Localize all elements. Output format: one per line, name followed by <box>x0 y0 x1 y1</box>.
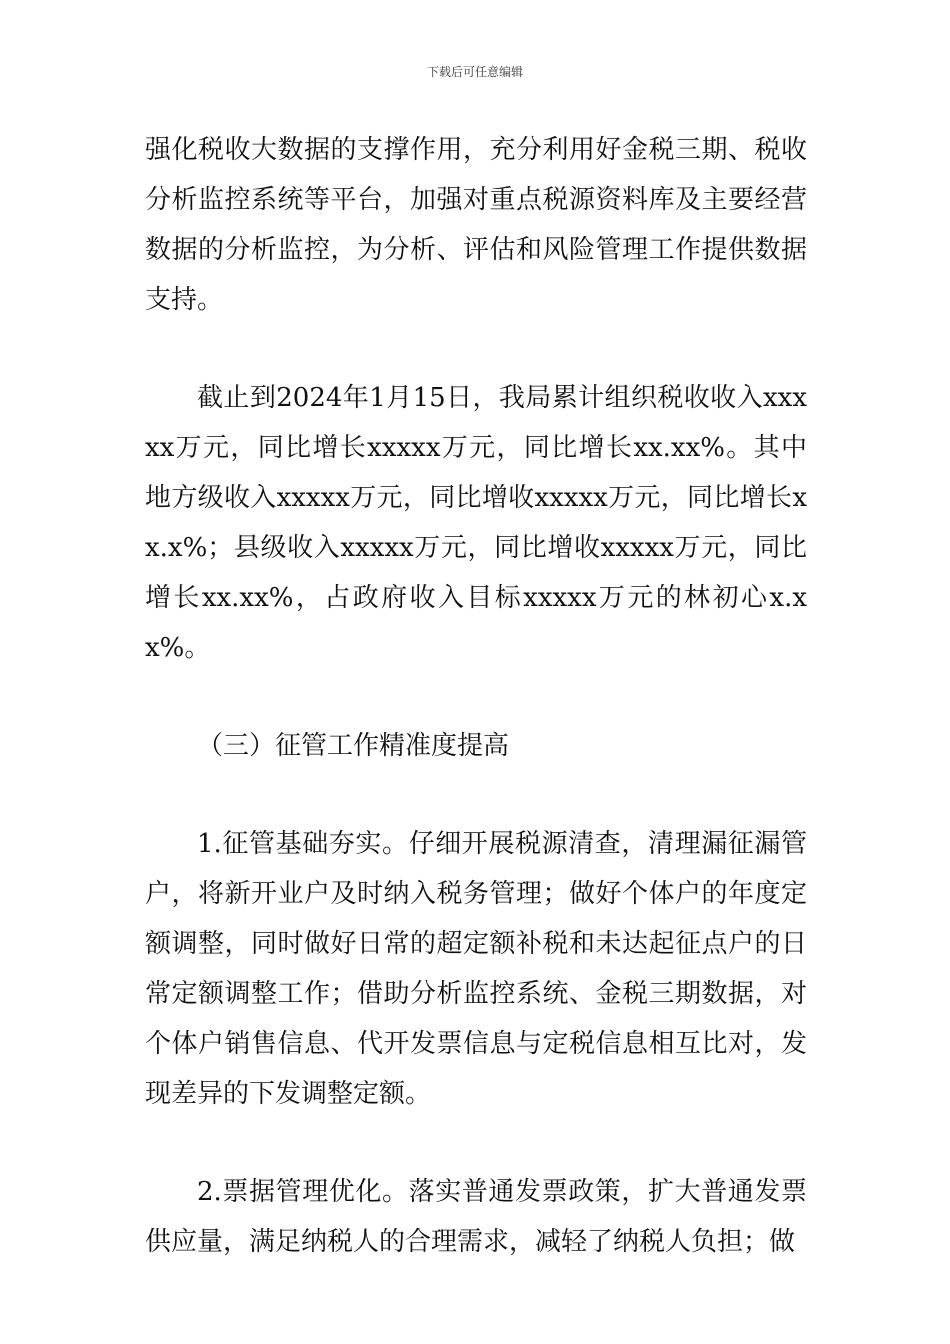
paragraph-invoice-management: 2.票据管理优化。落实普通发票政策，扩大普通发票供应量，满足纳税人的合理需求，减轻了纳税人负担；做 <box>145 1177 807 1257</box>
document-body <box>145 125 807 1267</box>
paragraph-collection-foundation: 1.征管基础夯实。仔细开展税源清查，清理漏征漏管户，将新开业户及时纳入税务管理；做好个体户的年度定额调整，同时做好日常的超定额补税和未达起征点户的日常定额调整工作；借助分析监控系统、金税三期数据，对个体户销售信息、代开发票信息与定税信息相互比对，发现差异的下发调整定额。 <box>145 829 807 1109</box>
paragraph-data-support: 强化税收大数据的支撑作用，充分利用好金税三期、税收分析监控系统等平台，加强对重点税源资料库及主要经营数据的分析监控，为分析、评估和风险管理工作提供数据支持。 <box>145 135 807 315</box>
paragraph-tax-revenue: 截止到2024年1月15日，我局累计组织税收收入xxxxx万元，同比增长xxxxx万元，同比增长xx.xx%。其中地方级收入xxxxx万元，同比增收xxxxx万元，同比增长xx.x%；县级收入xxxxx万元，同比增收xxxxx万元，同比增长xx.xx%，占政府收入目标xxxxx万元的林初心x.xx%。 <box>145 383 807 663</box>
section-heading: （三）征管工作精准度提高 <box>197 731 510 761</box>
page-header-note: 下载后可任意编辑 <box>426 65 523 79</box>
